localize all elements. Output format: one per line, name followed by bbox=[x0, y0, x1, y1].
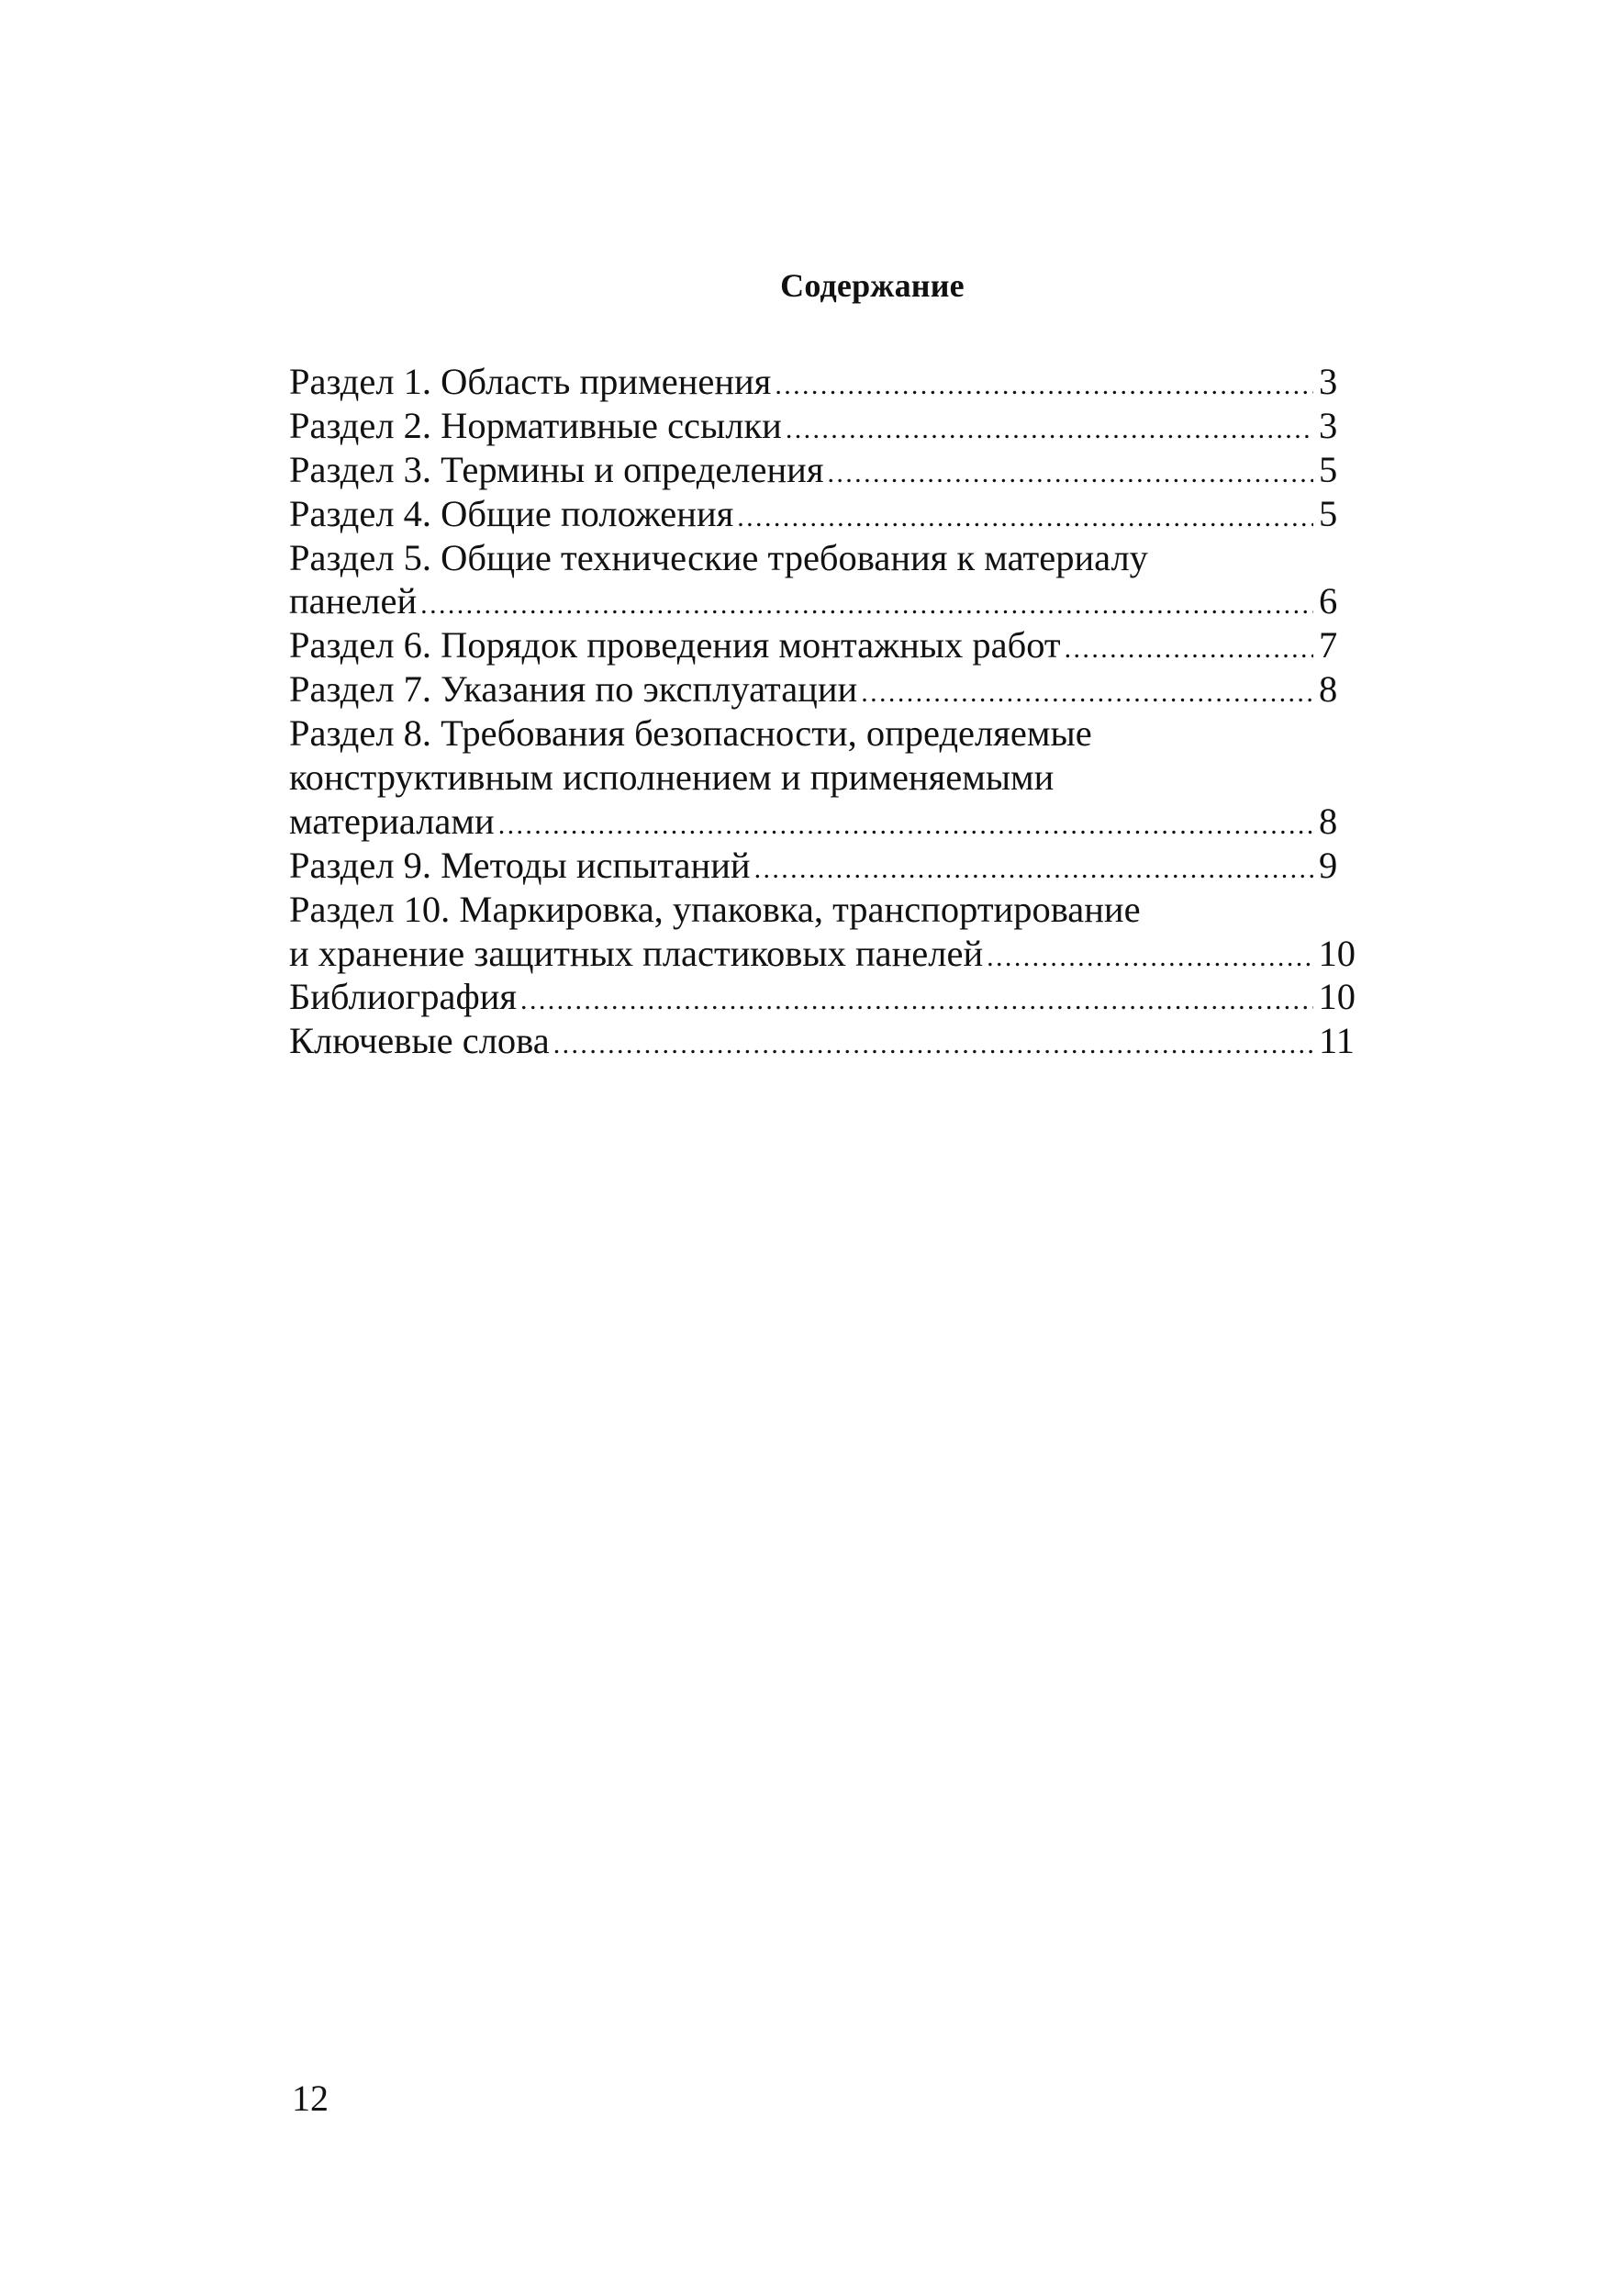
table-of-contents bbox=[289, 360, 1356, 1063]
dot-leader bbox=[520, 979, 1312, 1023]
toc-entry-page-number: 3 bbox=[1319, 361, 1338, 402]
toc-entry-line bbox=[289, 492, 1356, 536]
toc-entry-text: и хранение защитных пластиковых панелей bbox=[289, 932, 984, 974]
toc-entry-page-number: 8 bbox=[1319, 800, 1338, 842]
dot-leader bbox=[553, 1023, 1313, 1067]
toc-entry-line bbox=[289, 623, 1356, 667]
toc-entry-page-number: 3 bbox=[1319, 404, 1338, 446]
toc-entry-text: Ключевые слова bbox=[289, 1020, 550, 1062]
toc-entry-text: панелей bbox=[289, 580, 418, 622]
toc-entry-text: конструктивным исполнением и применяемыми bbox=[289, 756, 1055, 799]
toc-entry-text: Библиография bbox=[289, 976, 518, 1018]
toc-entry-page-number: 5 bbox=[1319, 448, 1338, 490]
toc-entry-page-number: 6 bbox=[1319, 580, 1338, 622]
toc-entry-page-number: 10 bbox=[1318, 932, 1356, 974]
toc-entry-line bbox=[289, 448, 1356, 492]
toc-entry-line bbox=[289, 1019, 1356, 1063]
toc-entry-line bbox=[289, 536, 1356, 580]
toc-entry-text: Раздел 1. Область применения bbox=[289, 361, 772, 402]
toc-entry-page-number: 8 bbox=[1319, 668, 1338, 711]
toc-entry-text: Раздел 4. Общие положения bbox=[289, 492, 734, 534]
dot-leader bbox=[498, 803, 1313, 847]
toc-entry-line bbox=[289, 932, 1356, 976]
toc-entry-page-number: 11 bbox=[1319, 1020, 1355, 1062]
dot-leader bbox=[1065, 627, 1313, 671]
toc-entry-text: Раздел 2. Нормативные ссылки bbox=[289, 404, 782, 446]
toc-entry-text: Раздел 10. Маркировка, упаковка, транспортирование bbox=[289, 888, 1141, 930]
toc-heading: Содержание bbox=[780, 267, 965, 304]
toc-entry-page-number: 9 bbox=[1319, 844, 1338, 886]
dot-leader bbox=[987, 935, 1312, 980]
toc-entry-line bbox=[289, 711, 1356, 756]
toc-entry-line bbox=[289, 975, 1356, 1019]
toc-entry-page-number: 5 bbox=[1319, 492, 1338, 534]
dot-leader bbox=[775, 364, 1313, 408]
toc-entry-text: Раздел 5. Общие технические требования к материалу bbox=[289, 536, 1148, 578]
dot-leader bbox=[861, 671, 1313, 715]
toc-entry-line bbox=[289, 888, 1356, 932]
toc-entry-line bbox=[289, 756, 1356, 800]
toc-entry-line bbox=[289, 579, 1356, 623]
dot-leader bbox=[754, 847, 1313, 891]
toc-entry-text: Раздел 3. Термины и определения bbox=[289, 448, 824, 490]
toc-entry-line bbox=[289, 404, 1356, 448]
toc-entry-line bbox=[289, 844, 1356, 888]
toc-entry-text: Раздел 7. Указания по эксплуатации bbox=[289, 668, 858, 711]
dot-leader bbox=[420, 583, 1313, 627]
toc-entry-text: Раздел 9. Методы испытаний bbox=[289, 844, 751, 886]
dot-leader bbox=[786, 408, 1313, 452]
toc-entry-page-number: 7 bbox=[1319, 624, 1338, 666]
page-number: 12 bbox=[292, 2078, 329, 2119]
toc-entry-text: материалами bbox=[289, 800, 495, 842]
toc-entry-line bbox=[289, 360, 1356, 404]
dot-leader bbox=[737, 496, 1313, 540]
dot-leader bbox=[827, 452, 1313, 496]
toc-entry-line bbox=[289, 800, 1356, 844]
toc-entry-page-number: 10 bbox=[1318, 976, 1356, 1018]
toc-entry-text: Раздел 8. Требования безопасности, определяемые bbox=[289, 712, 1092, 755]
toc-entry-text: Раздел 6. Порядок проведения монтажных работ bbox=[289, 624, 1061, 666]
toc-entry-line bbox=[289, 667, 1356, 711]
